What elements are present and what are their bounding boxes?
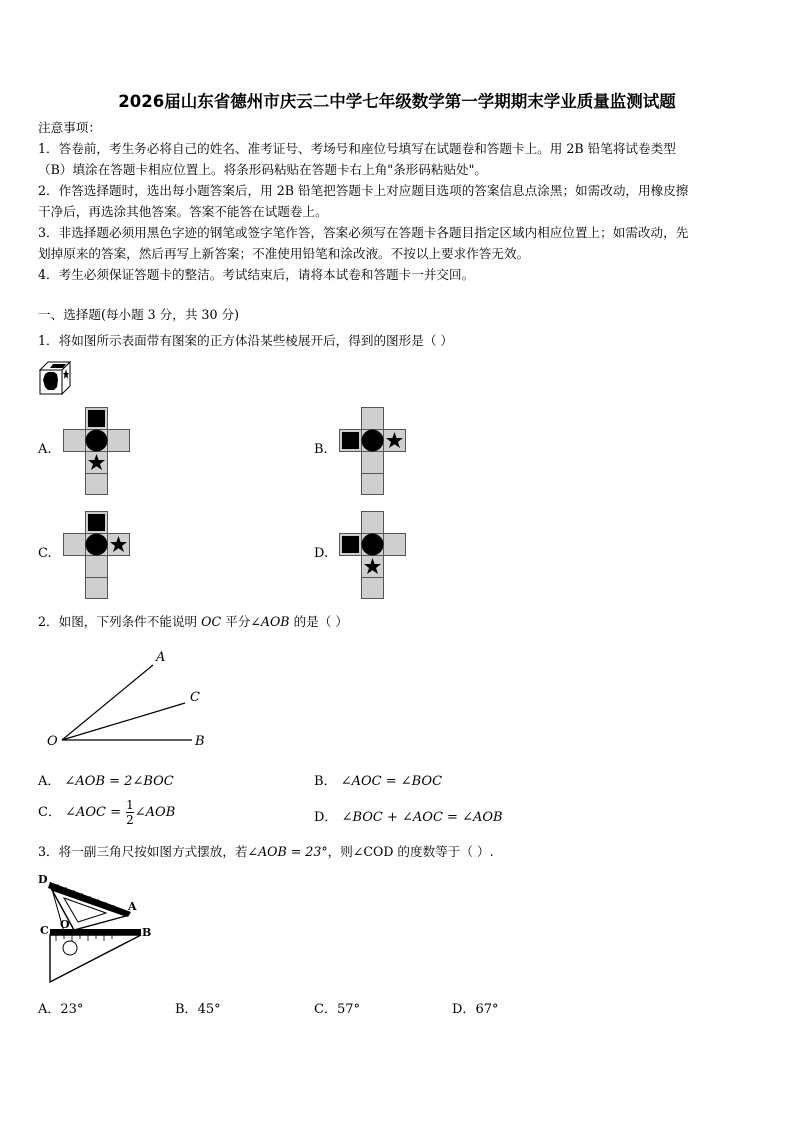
- notice-line: 干净后，再选涂其他答案。答案不能答在试题卷上。: [38, 204, 328, 219]
- net-option-c: [63, 511, 131, 599]
- q1-option-d-label: D.: [314, 546, 329, 561]
- label-c: C: [190, 690, 200, 705]
- q2-option-a-label: A．: [38, 774, 61, 789]
- fraction-numerator: 1: [126, 798, 134, 812]
- notice-line: 4．考生必须保证答题卡的整洁。考试结束后，请将本试卷和答题卡一并交回。: [38, 267, 475, 282]
- q2-option-b: [314, 770, 442, 789]
- section-heading: 一、选择题(每小题 3 分，共 30 分): [38, 307, 240, 322]
- label-a: A: [128, 900, 137, 913]
- page-title: 2026届山东省德州市庆云二中学七年级数学第一学期期末学业质量监测试题: [118, 92, 676, 111]
- q3-option-c: [314, 998, 360, 1017]
- q2-option-c-fraction: [126, 798, 134, 827]
- label-o: O: [47, 734, 58, 749]
- q2-option-c-expr-left: ∠AOC =: [65, 805, 126, 820]
- question-3-stem: [38, 841, 494, 862]
- net-option-a: [63, 407, 131, 495]
- triangle-rulers-figure: [36, 868, 156, 990]
- label-d: D: [38, 873, 48, 886]
- q1-option-c-label: C.: [38, 546, 52, 561]
- q2-stem-prefix: 2．如图，下列条件不能说明: [38, 614, 198, 629]
- q2-stem-angle: ∠AOB: [250, 614, 290, 629]
- notice-line: 1．答卷前，考生务必将自己的姓名、准考证号、考场号和座位号填写在试题卷和答题卡上。用 2B 铅笔将试卷类型: [38, 141, 676, 156]
- q2-stem-mid: 平分: [225, 614, 251, 629]
- q2-option-c-label: C．: [38, 805, 61, 820]
- q2-option-a: [38, 770, 174, 789]
- cube-figure: [38, 360, 74, 396]
- notice-line: 3．非选择题必须用黑色字迹的钢笔或签字笔作答，答案必须写在答题卡各题目指定区域内相应位置上；如需改动，先: [38, 225, 689, 240]
- q2-stem-oc: OC: [201, 614, 222, 629]
- notice-block: [38, 117, 760, 285]
- q3-option-a-label: A．: [38, 1002, 61, 1017]
- label-c: C: [40, 924, 49, 937]
- q3-option-b: [175, 998, 221, 1017]
- q2-stem-suffix: 的是（ ）: [293, 614, 348, 629]
- q3-option-a: [38, 998, 83, 1017]
- q3-stem-suffix: ，则∠COD 的度数等于（ ）.: [327, 844, 494, 859]
- q3-stem-prefix: 3．将一副三角尺按如图方式摆放，若: [38, 844, 248, 859]
- notice-heading: 注意事项：: [38, 120, 101, 135]
- q3-option-d-value: 67°: [475, 1002, 499, 1017]
- label-b: B: [195, 734, 205, 749]
- q1-option-a-label: A.: [38, 442, 52, 457]
- q2-option-b-label: B．: [314, 774, 337, 789]
- q1-option-b-label: B.: [314, 442, 328, 457]
- q2-option-c: [38, 798, 175, 827]
- question-1-stem: 1．将如图所示表面带有图案的正方体沿某些棱展开后，得到的图形是（ ）: [38, 333, 454, 348]
- question-2-stem: [38, 611, 348, 632]
- q3-option-c-label: C．: [314, 1002, 337, 1017]
- q2-option-b-expr: ∠AOC = ∠BOC: [340, 774, 443, 789]
- q2-option-c-expr-right: ∠AOB: [134, 805, 176, 820]
- fraction-denominator: 2: [126, 813, 134, 827]
- notice-line: 2．作答选择题时，选出每小题答案后，用 2B 铅笔把答题卡上对应题目选项的答案信息点涂黑；如需改动，用橡皮擦: [38, 183, 689, 198]
- q3-option-b-value: 45°: [197, 1002, 221, 1017]
- q3-option-b-label: B．: [175, 1002, 198, 1017]
- q3-option-d: [452, 998, 498, 1017]
- label-o: O: [60, 918, 70, 931]
- q2-option-d-label: D．: [314, 810, 338, 825]
- q3-option-d-label: D．: [452, 1002, 476, 1017]
- notice-line: （B）填涂在答题卡相应位置上。将条形码粘贴在答题卡右上角"条形码粘贴处"。: [38, 162, 488, 177]
- q2-option-a-expr: ∠AOB = 2∠BOC: [64, 774, 174, 789]
- q2-option-d: [314, 806, 503, 825]
- label-b: B: [142, 926, 152, 939]
- angle-figure: [40, 645, 220, 750]
- label-a: A: [156, 650, 166, 665]
- q2-option-d-expr: ∠BOC + ∠AOC = ∠AOB: [341, 810, 503, 825]
- q3-stem-math: ∠AOB = 23°: [247, 844, 328, 859]
- net-option-d: [339, 511, 407, 599]
- notice-line: 划掉原来的答案，然后再写上新答案；不准使用铅笔和涂改液。不按以上要求作答无效。: [38, 246, 530, 261]
- q3-option-c-value: 57°: [336, 1002, 360, 1017]
- q3-option-a-value: 23°: [60, 1002, 84, 1017]
- lower-set-square: [50, 929, 141, 982]
- net-option-b: [339, 407, 407, 495]
